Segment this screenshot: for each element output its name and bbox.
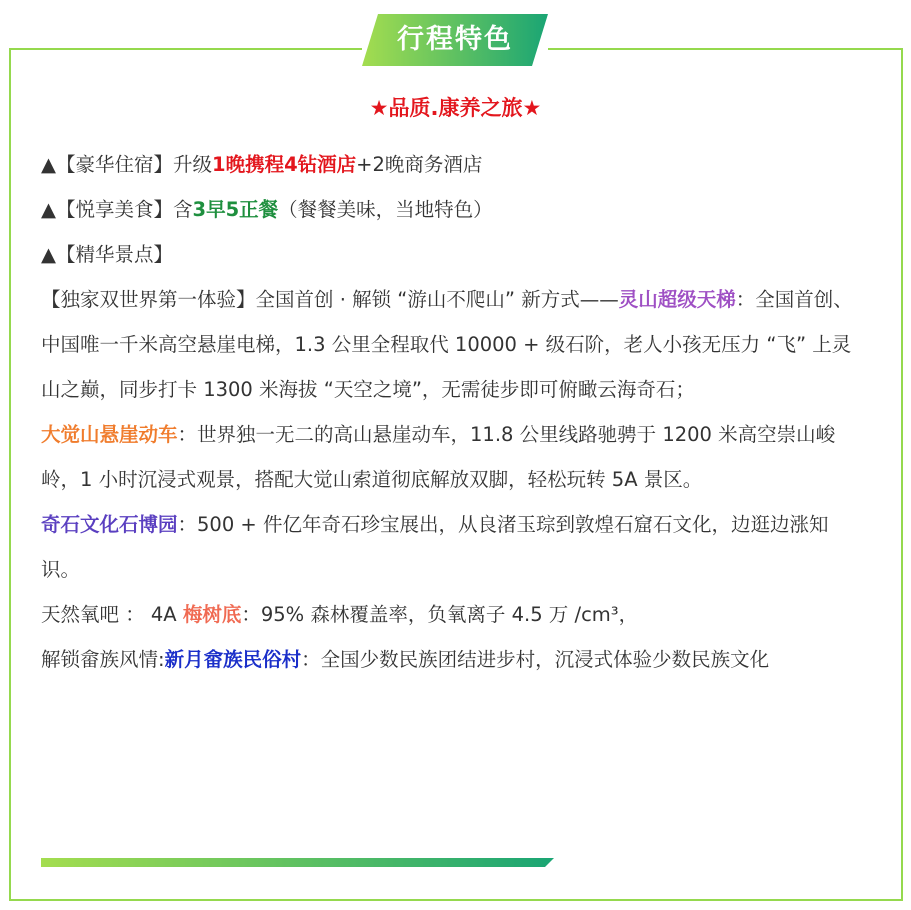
page-subtitle: ★品质.康养之旅★: [369, 96, 542, 120]
lingshan-text: ：全国首创、中国唯一千米高空悬崖电梯，1.3 公里全程取代 10000 + 级石阶，老人小孩无压力 “飞” 上灵山之巅，同步打卡 1300 米海拔 “天空之境”，无需徒步即可俯瞰云海奇石；: [41, 288, 853, 401]
item-she-village: [41, 637, 867, 682]
lingshan-prefix: 【独家双世界第一体验】全国首创 · 解锁 “游山不爬山” 新方式——: [41, 288, 619, 311]
item-oxygen: [41, 592, 867, 637]
item-lingshan: [41, 277, 867, 412]
food-prefix: ▲【悦享美食】含: [41, 198, 193, 221]
item-food: [41, 187, 867, 232]
accommodation-highlight: 1晚携程4钻酒店: [212, 153, 357, 176]
food-suffix: （餐餐美味，当地特色）: [278, 198, 493, 221]
header-badge: [362, 14, 548, 66]
item-dajueshan: [41, 412, 867, 502]
item-scenic-heading: ▲【精华景点】: [41, 243, 173, 266]
oxygen-prefix: 天然氧吧 ： 4A: [41, 603, 183, 626]
stone-museum-highlight: 奇石文化石博园: [41, 513, 178, 536]
item-accommodation: [41, 142, 867, 187]
stone-museum-text: ：500 + 件亿年奇石珍宝展出，从良渚玉琮到敦煌石窟石文化，边逛边涨知识。: [41, 513, 829, 581]
feature-list: [41, 142, 867, 682]
item-stone-museum: [41, 502, 867, 592]
badge-title: 行程特色: [397, 24, 513, 55]
dajueshan-text: ：世界独一无二的高山悬崖动车，11.8 公里线路驰骋于 1200 米高空崇山峻岭，1 小时沉浸式观景，搭配大觉山索道彻底解放双脚，轻松玩转 5A 景区。: [41, 423, 836, 491]
she-village-text: ：全国少数民族团结进步村，沉浸式体验少数民族文化: [301, 648, 770, 671]
accommodation-suffix: +2晚商务酒店: [356, 153, 483, 176]
food-highlight: 3早5正餐: [192, 198, 279, 221]
accommodation-prefix: ▲【豪华住宿】升级: [41, 153, 212, 176]
she-village-highlight: 新月畲族民俗村: [164, 648, 302, 671]
lingshan-highlight: 灵山超级天梯: [618, 288, 736, 311]
oxygen-highlight: 梅树底: [182, 603, 242, 626]
badge-shape: [362, 14, 548, 66]
dajueshan-highlight: 大觉山悬崖动车: [41, 423, 178, 446]
she-village-prefix: 解锁畲族风情:: [41, 648, 165, 671]
bottom-divider-bar: [41, 858, 554, 867]
oxygen-text: ：95% 森林覆盖率，负氧离子 4.5 万 /cm³，: [241, 603, 639, 626]
